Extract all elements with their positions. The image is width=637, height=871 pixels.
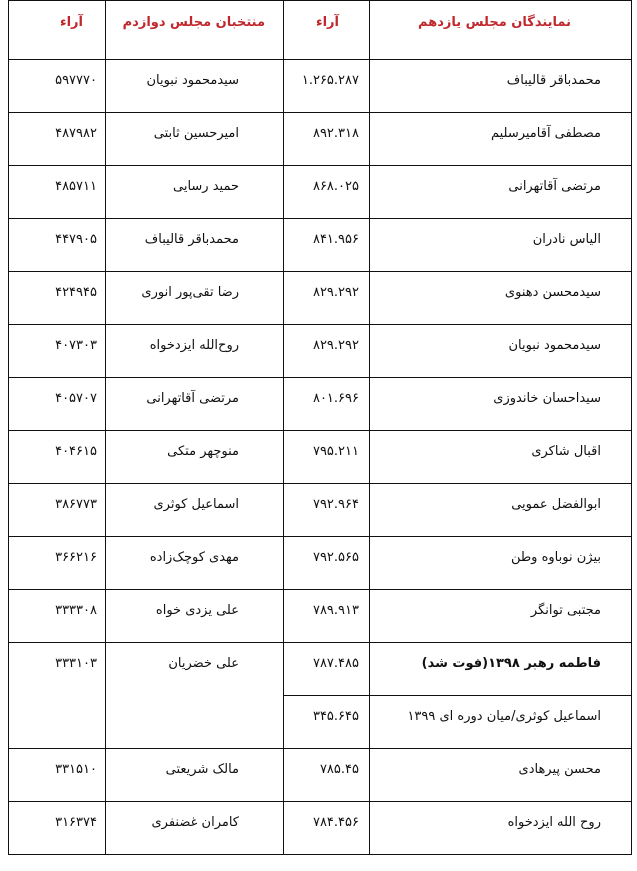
name-11th: مرتضی آقاتهرانی [370, 166, 632, 219]
votes-11th: ۳۴۵.۶۴۵ [284, 696, 370, 749]
votes-12th: ۳۱۶۳۷۴ [9, 802, 106, 855]
name-12th: علی یزدی خواه [106, 590, 284, 643]
header-row [9, 1, 632, 60]
name-12th: حمید رسایی [106, 166, 284, 219]
votes-11th: ۷۸۵.۴۵ [284, 749, 370, 802]
header-name-11th: نمایندگان مجلس یازدهم [370, 1, 632, 60]
table-row [9, 749, 632, 802]
votes-11th: ۷۹۲.۹۶۴ [284, 484, 370, 537]
table-row [9, 219, 632, 272]
votes-12th: ۴۰۴۶۱۵ [9, 431, 106, 484]
votes-12th: ۴۸۵۷۱۱ [9, 166, 106, 219]
table-row [9, 802, 632, 855]
name-12th: محمدباقر قالیباف [106, 219, 284, 272]
table-row [9, 643, 632, 696]
name-11th: محسن پیرهادی [370, 749, 632, 802]
votes-12th: ۴۲۴۹۴۵ [9, 272, 106, 325]
name-12th: سیدمحمود نبویان [106, 60, 284, 113]
parliament-votes-table [8, 0, 632, 855]
table-row [9, 325, 632, 378]
name-11th: روح الله ایزدخواه [370, 802, 632, 855]
votes-11th: ۷۹۵.۲۱۱ [284, 431, 370, 484]
name-11th: الیاس نادران [370, 219, 632, 272]
name-11th: محمدباقر قالیباف [370, 60, 632, 113]
votes-11th: ۸۶۸.۰۲۵ [284, 166, 370, 219]
votes-12th: ۴۰۷۳۰۳ [9, 325, 106, 378]
votes-11th: ۷۸۹.۹۱۳ [284, 590, 370, 643]
header-name-12th: منتخبان مجلس دوازدم [106, 1, 284, 60]
votes-11th: ۷۸۴.۴۵۶ [284, 802, 370, 855]
votes-12th: ۳۳۳۱۰۳ [9, 643, 106, 749]
header-votes-12th: آراء [9, 1, 106, 60]
votes-11th: ۷۹۲.۵۶۵ [284, 537, 370, 590]
name-11th: سیدمحسن دهنوی [370, 272, 632, 325]
votes-12th: ۳۶۶۲۱۶ [9, 537, 106, 590]
name-11th: سیدمحمود نبویان [370, 325, 632, 378]
name-12th: امیرحسین ثابتی [106, 113, 284, 166]
name-11th-midterm: اسماعیل کوثری/میان دوره ای ۱۳۹۹ [370, 696, 632, 749]
votes-11th: ۸۲۹.۲۹۲ [284, 272, 370, 325]
name-11th: سیداحسان خاندوزی [370, 378, 632, 431]
votes-12th: ۵۹۷۷۷۰ [9, 60, 106, 113]
name-11th-deceased: فاطمه رهبر ۱۳۹۸(فوت شد) [370, 643, 632, 696]
votes-11th: ۸۲۹.۲۹۲ [284, 325, 370, 378]
table-row [9, 166, 632, 219]
name-11th: ابوالفضل عمویی [370, 484, 632, 537]
votes-11th: ۱.۲۶۵.۲۸۷ [284, 60, 370, 113]
name-12th: روح‌الله ایزدخواه [106, 325, 284, 378]
header-votes-11th: آراء [284, 1, 370, 60]
name-12th: منوچهر متکی [106, 431, 284, 484]
votes-11th: ۸۴۱.۹۵۶ [284, 219, 370, 272]
votes-12th: ۴۸۷۹۸۲ [9, 113, 106, 166]
table-row [9, 484, 632, 537]
name-12th: اسماعیل کوثری [106, 484, 284, 537]
votes-12th: ۳۳۱۵۱۰ [9, 749, 106, 802]
table-row [9, 537, 632, 590]
name-11th: اقبال شاکری [370, 431, 632, 484]
table-row [9, 272, 632, 325]
table-row [9, 378, 632, 431]
votes-12th: ۴۰۵۷۰۷ [9, 378, 106, 431]
name-12th: مهدی کوچک‌زاده [106, 537, 284, 590]
table-row [9, 60, 632, 113]
votes-11th: ۸۹۲.۳۱۸ [284, 113, 370, 166]
votes-11th: ۸۰۱.۶۹۶ [284, 378, 370, 431]
votes-11th: ۷۸۷.۴۸۵ [284, 643, 370, 696]
name-11th: مجتبی توانگر [370, 590, 632, 643]
name-12th: مرتضی آقاتهرانی [106, 378, 284, 431]
name-12th: مالک شریعتی [106, 749, 284, 802]
table-row [9, 113, 632, 166]
name-12th: کامران غضنفری [106, 802, 284, 855]
table-row [9, 431, 632, 484]
name-12th: علی خضریان [106, 643, 284, 749]
name-11th: مصطفی آقامیرسلیم [370, 113, 632, 166]
name-12th: رضا تقی‌پور انوری [106, 272, 284, 325]
table-row [9, 590, 632, 643]
votes-12th: ۳۸۶۷۷۳ [9, 484, 106, 537]
votes-12th: ۴۴۷۹۰۵ [9, 219, 106, 272]
name-11th: بیژن نوباوه وطن [370, 537, 632, 590]
votes-12th: ۳۳۳۳۰۸ [9, 590, 106, 643]
